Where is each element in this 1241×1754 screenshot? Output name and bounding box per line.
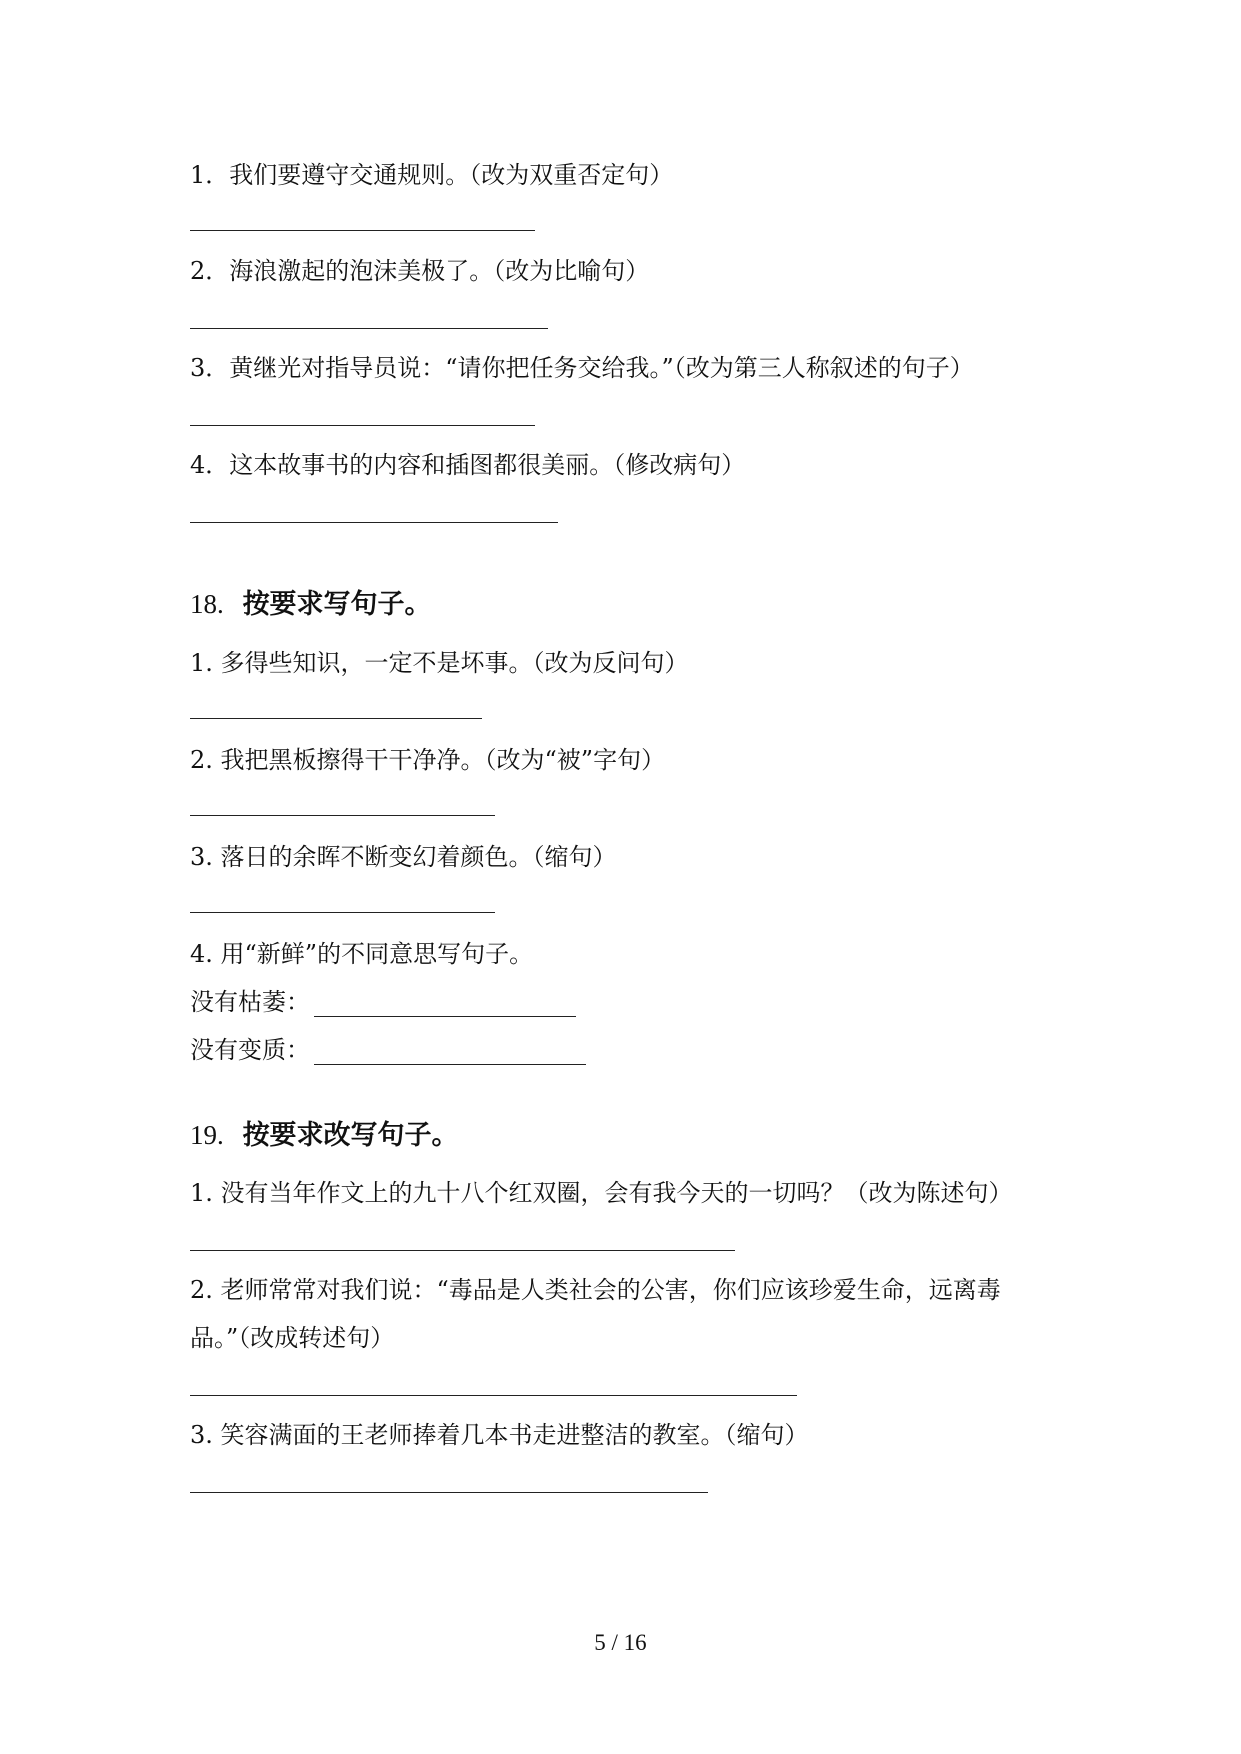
s18-subitem-spoil-label: 没有变质： <box>190 1036 310 1064</box>
page-number: 5 / 16 <box>594 1630 647 1655</box>
s19-item-2-cont: 品。”（改成转述句） <box>190 1324 395 1352</box>
s18-item-1: 1. 多得些知识，一定不是坏事。（改为反问句） <box>190 649 689 677</box>
section-18-number: 18. <box>190 589 224 619</box>
answer-line <box>190 230 535 231</box>
s17-item-1: 1．我们要遵守交通规则。（改为双重否定句） <box>190 161 674 189</box>
s18-item-4: 4. 用“新鲜”的不同意思写句子。 <box>190 940 534 968</box>
s18-subitem-wither <box>190 987 576 1017</box>
answer-blank <box>314 1040 586 1065</box>
s19-item-3: 3. 笑容满面的王老师捧着几本书走进整洁的教室。（缩句） <box>190 1421 809 1449</box>
s17-item-4: 4．这本故事书的内容和插图都很美丽。（修改病句） <box>190 451 746 479</box>
answer-line <box>190 1395 797 1396</box>
answer-line <box>190 815 495 816</box>
answer-blank <box>314 992 576 1017</box>
s19-item-1: 1. 没有当年作文上的九十八个红双圈，会有我今天的一切吗？（改为陈述句） <box>190 1179 1013 1207</box>
answer-line <box>190 425 535 426</box>
s17-item-3: 3．黄继光对指导员说：“请你把任务交给我。”（改为第三人称叙述的句子） <box>190 354 974 382</box>
answer-line <box>190 718 482 719</box>
s18-item-2: 2. 我把黑板擦得干干净净。（改为“被”字句） <box>190 746 666 774</box>
answer-line <box>190 328 548 329</box>
section-18-title: 按要求写句子。 <box>242 589 432 620</box>
section-18-heading <box>190 588 432 621</box>
s18-subitem-wither-label: 没有枯萎： <box>190 988 310 1016</box>
answer-line <box>190 1250 735 1251</box>
s18-item-3: 3. 落日的余晖不断变幻着颜色。（缩句） <box>190 843 617 871</box>
section-19-number: 19. <box>190 1120 224 1150</box>
section-19-heading <box>190 1119 459 1152</box>
answer-line <box>190 1492 708 1493</box>
answer-line <box>190 912 495 913</box>
s19-item-2: 2. 老师常常对我们说：“毒品是人类社会的公害，你们应该珍爱生命，远离毒 <box>190 1276 1001 1304</box>
section-19-title: 按要求改写句子。 <box>242 1120 459 1151</box>
s18-subitem-spoil <box>190 1035 586 1065</box>
s17-item-2: 2．海浪激起的泡沫美极了。（改为比喻句） <box>190 257 650 285</box>
answer-line <box>190 522 558 523</box>
